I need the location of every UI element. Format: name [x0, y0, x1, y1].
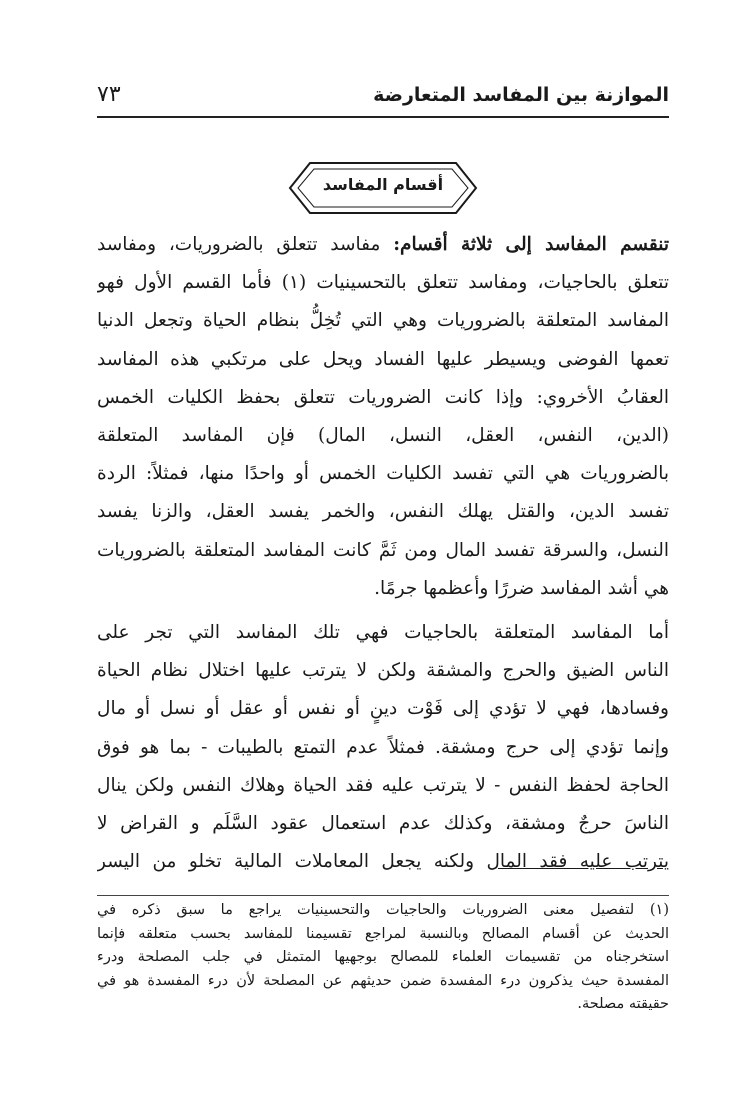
paragraph-2-line: وإنما تؤدي إلى حرج ومشقة. فمثلاً عدم التمتع بالطيبات - بما هو فوق: [97, 736, 669, 758]
text-run: ولكنه يجعل المعاملات المالية تخلو من اليسر: [97, 851, 475, 873]
underlined-phrase: يترتب عليه فقد المال: [486, 851, 669, 873]
paragraph-2-line: الناس الضيق والحرج والمشقة ولكن لا يترتب عليها اختلال نظام الحياة: [97, 660, 669, 682]
paragraph-1-line: تعمها الفوضى ويسيطر عليها الفساد ويحل على مرتكبي هذه المفاسد: [97, 348, 669, 370]
footnote-line: المفسدة حيث يذكرون درء المفسدة ضمن حديثهم عن المصلحة لأن درء المفسدة هو في: [97, 972, 669, 989]
paragraph-2-line: [97, 843, 669, 881]
paragraph-2: [97, 614, 669, 881]
footnote-line: الحديث عن أقسام المصالح وبالنسبة لمراجع تقسيمنا للمفاسد بحسب متعلقه فإنما: [97, 925, 669, 942]
paragraph-1-line: تتعلق بالحاجيات، ومفاسد تتعلق بالتحسينيات (١) فأما القسم الأول فهو: [97, 272, 669, 294]
footnote-line: (١) لتفصيل معنى الضروريات والحاجيات والتحسينيات يراجع ما سبق ذكره في: [97, 902, 669, 918]
paragraph-1-line: [97, 226, 669, 264]
header-rule: [97, 116, 669, 118]
footnote-line: استخرجناه من تقسيمات العلماء للمصالح بوجهيها المتمثل في جلب المصلحة ودرء: [97, 949, 669, 965]
paragraph-1-line: النسل، والسرقة تفسد المال ومن ثَمَّ كانت المفاسد المتعلقة بالضروريات: [97, 539, 669, 561]
paragraph-1-line: تفسد الدين، والقتل يهلك النفس، والخمر يفسد العقل، والزنا يفسد: [97, 501, 669, 523]
paragraph-1-line: العقابُ الأخروي: وإذا كانت الضروريات تتعلق بحفظ الكليات الخمس: [97, 386, 669, 408]
paragraph-1-line: بالضروريات هي التي تفسد الكليات الخمس أو واحدًا منها، فمثلاً: الردة: [97, 463, 669, 485]
section-title: أقسام المفاسد: [322, 175, 444, 194]
footnote: [97, 899, 669, 1017]
footnote-line: حقيقته مصلحة.: [577, 996, 669, 1012]
paragraph-1: [97, 226, 669, 608]
paragraph-1-line: المفاسد المتعلقة بالضروريات وهي التي تُخِلُّ بنظام الحياة وتجعل الدنيا: [97, 310, 669, 332]
paragraph-2-line: الحاجة لحفظ النفس - لا يترتب عليه فقد الحياة وهلاك النفس ولكن ينال: [97, 774, 669, 796]
text-run: مفاسد تتعلق بالضروريات، ومفاسد: [97, 234, 381, 255]
page-number: ٧٣: [97, 82, 121, 107]
section-title-banner: [288, 161, 478, 215]
footnote-rule: [97, 895, 669, 896]
paragraph-2-line: الناسَ حرجٌ ومشقة، وكذلك عدم استعمال عقود السَّلَم و القراض لا: [97, 813, 669, 835]
paragraph-1-line: (الدين، النفس، العقل، النسل، المال) فإن المفاسد المتعلقة: [97, 425, 669, 447]
paragraph-lead: تنقسم المفاسد إلى ثلاثة أقسام:: [393, 234, 669, 255]
paragraph-2-line: أما المفاسد المتعلقة بالحاجيات فهي تلك المفاسد التي تجر على: [97, 622, 669, 644]
running-header-title: الموازنة بين المفاسد المتعارضة: [373, 84, 669, 106]
paragraph-2-line: وفسادها، فهي لا تؤدي إلى فَوْت دينٍ أو نفس أو عقل أو نسل أو مال: [97, 698, 669, 720]
running-header: [97, 80, 669, 114]
paragraph-1-line: هي أشد المفاسد ضررًا وأعظمها جرمًا.: [374, 577, 669, 599]
body-text: [97, 226, 669, 881]
